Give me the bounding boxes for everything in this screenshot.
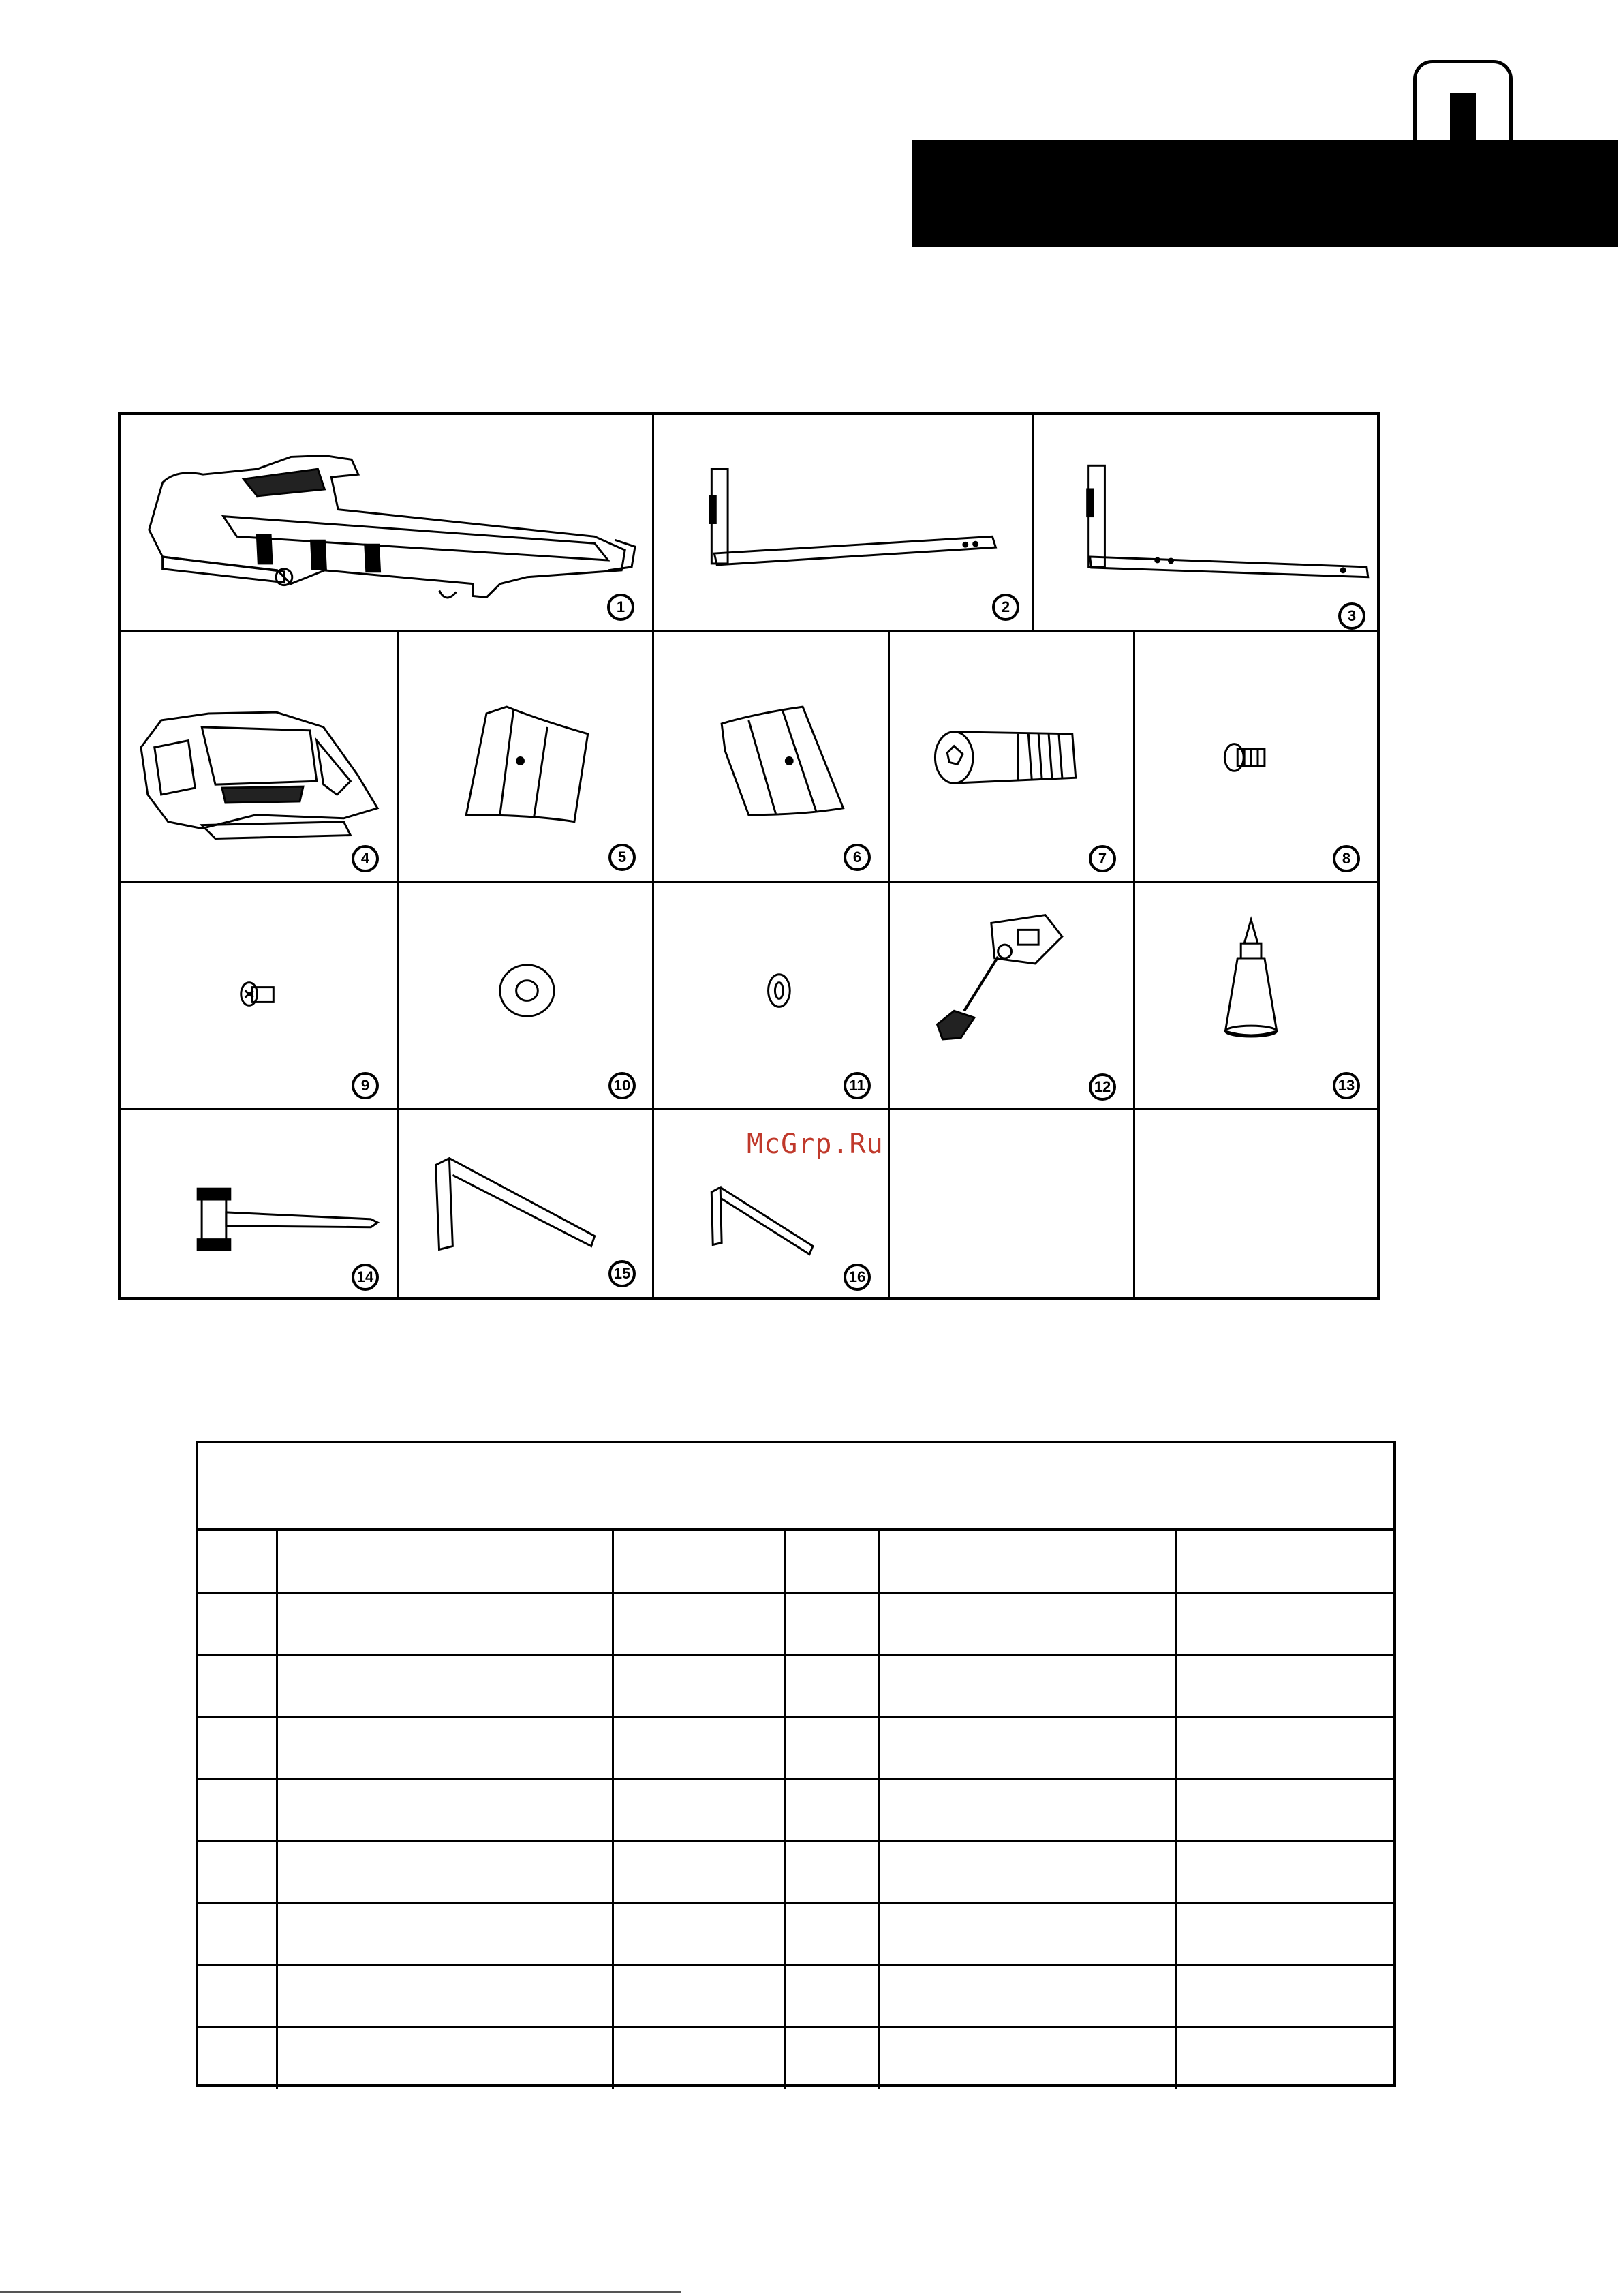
part-cell-10	[399, 883, 654, 1110]
parts-table-title	[198, 1443, 1393, 1531]
watermark: McGrp.Ru	[747, 1129, 884, 1160]
table-cell	[277, 1593, 613, 1655]
part-number-badge: 4	[352, 845, 379, 872]
part-number-badge: 14	[352, 1264, 379, 1291]
table-row	[198, 1903, 1393, 1965]
part-number-badge: 2	[992, 594, 1019, 621]
table-cell	[277, 2027, 613, 2089]
parts-table-grid	[198, 1531, 1393, 2089]
part-cell-9	[121, 883, 399, 1110]
part-cell-12	[890, 883, 1135, 1110]
part-cell-7	[890, 632, 1135, 883]
parts-grid	[118, 412, 1380, 1300]
table-cell	[198, 2027, 277, 2089]
table-cell	[784, 1841, 878, 1903]
left-cover-drawing	[399, 632, 652, 881]
right-cover-drawing	[654, 632, 888, 881]
table-cell	[198, 1903, 277, 1965]
table-cell	[613, 1655, 784, 1717]
table-cell	[1176, 1593, 1393, 1655]
table-cell	[277, 1779, 613, 1841]
table-row	[198, 1965, 1393, 2027]
table-row	[198, 1841, 1393, 1903]
part-number-badge: 10	[608, 1072, 636, 1099]
section-tab-marker	[1450, 93, 1476, 147]
part-cell-1	[121, 415, 654, 632]
table-cell	[198, 1531, 277, 1593]
table-cell	[613, 1965, 784, 2027]
part-cell-2	[654, 415, 1034, 632]
table-cell	[613, 1531, 784, 1593]
table-cell	[1176, 1903, 1393, 1965]
table-cell	[1176, 1779, 1393, 1841]
table-cell	[878, 1841, 1176, 1903]
table-cell	[878, 1717, 1176, 1779]
table-cell	[277, 1655, 613, 1717]
part-cell-8	[1135, 632, 1380, 883]
table-cell	[878, 2027, 1176, 2089]
screw-drawing	[121, 883, 397, 1108]
parts-table	[196, 1441, 1396, 2087]
table-cell	[784, 1655, 878, 1717]
table-cell	[277, 1965, 613, 2027]
table-cell	[878, 1903, 1176, 1965]
table-cell	[198, 1655, 277, 1717]
part-number-badge: 11	[844, 1072, 871, 1099]
part-number-badge: 15	[608, 1260, 636, 1287]
part-cell-14	[121, 1110, 399, 1300]
table-cell	[1176, 2027, 1393, 2089]
part-number-badge: 8	[1333, 845, 1360, 872]
part-cell-15	[399, 1110, 654, 1300]
table-cell	[198, 1779, 277, 1841]
part-number-badge: 12	[1089, 1073, 1116, 1101]
table-cell	[1176, 1655, 1393, 1717]
header-bar	[912, 140, 1618, 247]
table-row	[198, 2027, 1393, 2089]
table-cell	[613, 1779, 784, 1841]
table-cell	[277, 1531, 613, 1593]
part-cell-11	[654, 883, 890, 1110]
table-cell	[878, 1779, 1176, 1841]
part-number-badge: 13	[1333, 1072, 1360, 1099]
left-upright-drawing	[654, 415, 1032, 630]
table-cell	[198, 1593, 277, 1655]
table-cell	[784, 1965, 878, 2027]
table-cell	[784, 1779, 878, 1841]
table-cell	[1176, 1965, 1393, 2027]
part-number-badge: 1	[607, 594, 634, 621]
table-cell	[613, 1593, 784, 1655]
table-cell	[198, 1717, 277, 1779]
table-row	[198, 1655, 1393, 1717]
table-cell	[613, 1903, 784, 1965]
table-row	[198, 1779, 1393, 1841]
table-cell	[277, 1841, 613, 1903]
table-cell	[784, 1903, 878, 1965]
table-cell	[613, 2027, 784, 2089]
footer-rule	[0, 2291, 681, 2293]
table-cell	[784, 2027, 878, 2089]
table-row	[198, 1593, 1393, 1655]
part-number-badge: 9	[352, 1072, 379, 1099]
table-cell	[613, 1717, 784, 1779]
table-row	[198, 1717, 1393, 1779]
part-number-badge: 5	[608, 844, 636, 871]
table-cell	[198, 1841, 277, 1903]
table-cell	[277, 1903, 613, 1965]
table-cell	[613, 1841, 784, 1903]
table-cell	[878, 1655, 1176, 1717]
empty-cell	[1135, 1110, 1380, 1300]
part-cell-3	[1034, 415, 1380, 632]
treadmill-frame-drawing	[121, 415, 652, 630]
part-cell-13	[1135, 883, 1380, 1110]
bolt-drawing	[890, 632, 1133, 881]
table-cell	[1176, 1531, 1393, 1593]
table-cell	[784, 1593, 878, 1655]
table-cell	[878, 1965, 1176, 2027]
part-number-badge: 16	[844, 1264, 871, 1291]
table-cell	[1176, 1841, 1393, 1903]
table-cell	[1176, 1717, 1393, 1779]
part-number-badge: 6	[844, 844, 871, 871]
part-cell-4	[121, 632, 399, 883]
table-cell	[784, 1531, 878, 1593]
empty-cell	[890, 1110, 1135, 1300]
right-upright-drawing	[1034, 415, 1380, 630]
table-cell	[277, 1717, 613, 1779]
table-row	[198, 1531, 1393, 1593]
table-cell	[198, 1965, 277, 2027]
part-number-badge: 3	[1338, 602, 1365, 630]
part-cell-6	[654, 632, 890, 883]
console-drawing	[121, 632, 397, 881]
part-number-badge: 7	[1089, 845, 1116, 872]
table-cell	[784, 1717, 878, 1779]
table-cell	[878, 1593, 1176, 1655]
short-bolt-drawing	[1135, 632, 1380, 881]
part-cell-5	[399, 632, 654, 883]
table-cell	[878, 1531, 1176, 1593]
